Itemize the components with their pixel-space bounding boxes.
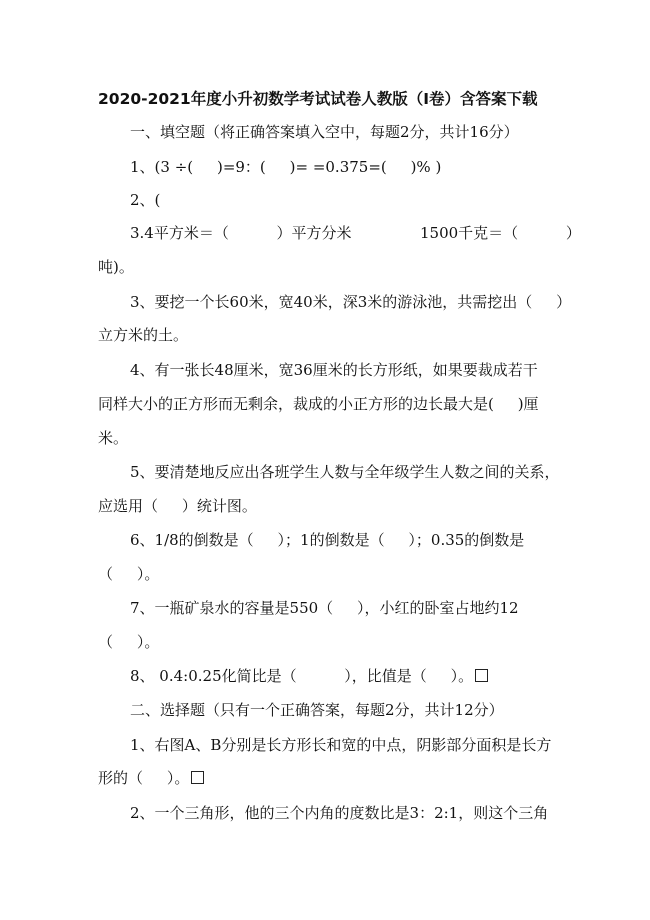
question-1-3-line-1: 3、要挖一个长60米，宽40米，深3米的游泳池，共需挖出（ ）: [130, 293, 572, 311]
question-1-8: [130, 666, 488, 686]
question-1-1: 1、(3 ÷( )=9：( )= =0.375=( )% ): [130, 158, 442, 176]
question-1-2-area: 3.4平方米＝（ ）平方分米: [130, 224, 352, 242]
question-1-4-line-1: 4、有一张长48厘米，宽36厘米的长方形纸，如果要裁成若干: [130, 361, 538, 379]
question-1-8-text: 8、 0.4:0.25化简比是（ ），比值是（ ）。: [130, 667, 474, 685]
question-2-2-line-1: 2、一个三角形，他的三个内角的度数比是3：2:1，则这个三角: [130, 804, 549, 822]
question-1-6-line-1: 6、1/8的倒数是（ ）；1的倒数是（ ）；0.35的倒数是: [130, 531, 525, 549]
question-1-4-line-3: 米。: [98, 429, 129, 447]
question-1-5-line-1: 5、要清楚地反应出各班学生人数与全年级学生人数之间的关系，: [130, 463, 560, 481]
question-2-1-line-2: [98, 768, 204, 788]
question-1-4-line-2: 同样大小的正方形而无剩余，裁成的小正方形的边长最大是( )厘: [98, 395, 539, 413]
placeholder-box-icon: [475, 669, 488, 682]
section-1-heading: 一、填空题（将正确答案填入空中，每题2分，共计16分）: [130, 123, 519, 141]
question-1-2-cont: 吨)。: [98, 258, 134, 276]
question-1-2: 2、(: [130, 191, 161, 209]
question-1-6-line-2: （ ）。: [98, 565, 160, 583]
question-1-3-line-2: 立方米的土。: [98, 326, 189, 344]
question-1-5-line-2: 应选用（ ）统计图。: [98, 497, 257, 515]
question-1-7-line-2: （ ）。: [98, 633, 160, 651]
question-2-1-text: 形的（ ）。: [98, 769, 190, 787]
question-1-7-line-1: 7、一瓶矿泉水的容量是550（ ），小红的卧室占地约12: [130, 599, 519, 617]
question-2-1-line-1: 1、右图A、B分别是长方形长和宽的中点，阴影部分面积是长方: [130, 736, 552, 754]
page-title: 2020-2021年度小升初数学考试试卷人教版（I卷）含答案下载: [98, 90, 538, 108]
placeholder-box-icon: [191, 771, 204, 784]
section-2-heading: 二、选择题（只有一个正确答案，每题2分，共计12分）: [130, 701, 504, 719]
question-1-2-mass: 1500千克＝（ ）: [420, 224, 581, 242]
